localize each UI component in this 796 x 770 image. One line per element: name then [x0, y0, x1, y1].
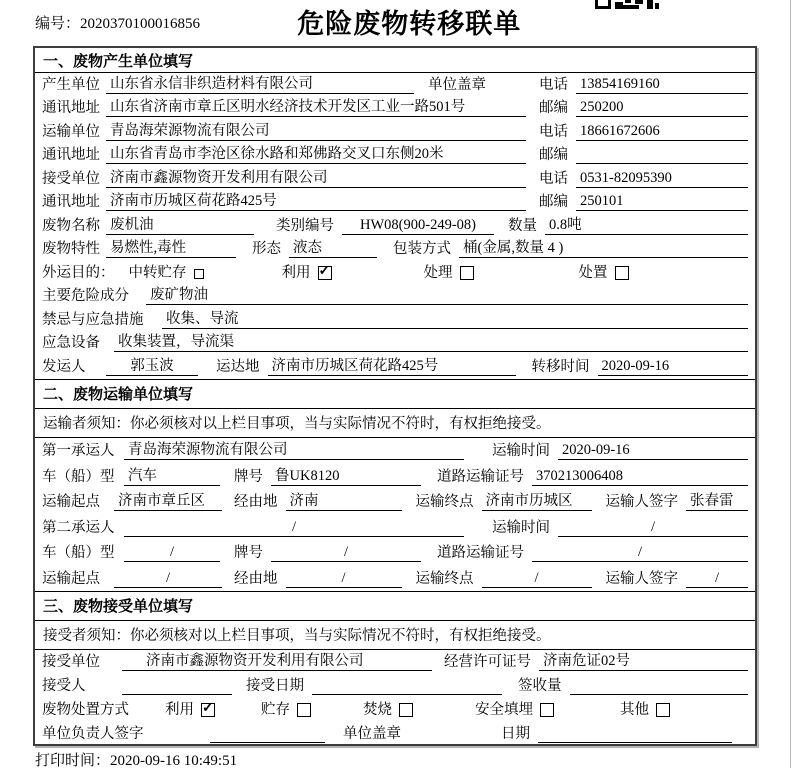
checkbox: [615, 266, 629, 280]
quantity-label: 数量: [508, 217, 537, 234]
qr-code-fragment: [595, 0, 663, 10]
category-label: 类别编号: [276, 217, 334, 234]
doc-number-value: 2020370100016856: [80, 16, 201, 32]
carrier2-route-row: [35, 565, 755, 591]
section2-title: 二、废物运输单位填写: [35, 379, 755, 409]
checkbox: [297, 703, 311, 717]
via-label: 经由地: [234, 494, 278, 510]
disposal-option-label: 焚烧: [363, 701, 392, 718]
section2-notice: 运输者须知：你必须核对以上栏目事项，当与实际情况不符时，有权拒绝接受。: [35, 409, 755, 438]
shipper-label: 发运人: [42, 358, 86, 375]
doc-number: [35, 12, 200, 33]
transfer-time-value: 2020-09-16: [598, 357, 749, 376]
zip-label: 邮编: [539, 100, 568, 116]
transporter-address-row: [35, 144, 755, 168]
producer-zip-value: 250200: [576, 98, 748, 117]
receiver-address-value: 济南市历城区荷花路425号: [106, 192, 526, 211]
received-qty-value: [570, 677, 749, 695]
disposal-option-label: 贮存: [261, 701, 290, 718]
carrier2-vehicle-row: [35, 540, 755, 566]
checkbox: [656, 703, 670, 717]
receiver-phone-value: 0531-82095390: [576, 169, 748, 188]
transporter-sign-label: 运输人签字: [605, 570, 678, 587]
plate-label: 牌号: [234, 545, 263, 561]
carrier1-vehicle-value: 汽车: [124, 467, 220, 486]
address-label: 通讯地址: [42, 100, 100, 116]
emergency-measures-value: 收集、导流: [162, 310, 748, 329]
receiver-address-row: [35, 191, 755, 215]
transport-time-label: 运输时间: [492, 443, 550, 459]
waste-property-value: 易燃性,毒性: [106, 239, 236, 258]
carrier1-plate-value: 鲁UK8120: [271, 467, 421, 486]
address-label: 通讯地址: [42, 194, 100, 210]
section1-body: [35, 73, 755, 379]
carrier1-time-value: 2020-09-16: [558, 441, 748, 460]
purpose-option-label: 中转贮存: [128, 264, 187, 281]
end-label: 运输终点: [415, 570, 474, 587]
road-permit-label: 道路运输证号: [437, 545, 524, 561]
producer-phone-value: 13854169160: [576, 75, 748, 94]
accept-unit-row: [35, 650, 755, 674]
checkbox: [194, 269, 204, 279]
print-time-label: 打印时间：: [35, 753, 111, 769]
print-time: [35, 749, 237, 770]
transporter-unit-row: [35, 120, 755, 144]
checkbox: [460, 266, 474, 280]
hazard-component-value: 废矿物油: [146, 286, 748, 305]
transport-purpose-label: 外运目的：: [42, 264, 115, 281]
manifest-form: [33, 46, 757, 746]
destination-value: 济南市历城区荷花路425号: [268, 357, 516, 376]
carrier2-via-value: /: [286, 569, 402, 588]
vehicle-type-label: 车（船）型: [42, 468, 115, 485]
origin-label: 运输起点: [42, 494, 100, 510]
shipper-row: [35, 355, 755, 379]
via-label: 经由地: [234, 570, 278, 587]
receiver-zip-value: 250101: [576, 192, 748, 211]
phone-label: 电话: [539, 170, 568, 187]
producer-address-row: [35, 97, 755, 121]
plate-label: 牌号: [234, 468, 263, 485]
carrier1-end-value: 济南市历城区: [482, 492, 592, 511]
receiver-unit-row: [35, 167, 755, 191]
carrier1-route-row: [35, 489, 755, 515]
carrier2-sign-value: /: [686, 569, 748, 588]
receiver-unit-label: 接受单位: [42, 170, 100, 187]
transport-time-label: 运输时间: [492, 519, 550, 536]
phone-label: 电话: [539, 123, 568, 140]
emergency-measures-label: 禁忌与应急措施: [42, 311, 144, 328]
transporter-sign-label: 运输人签字: [605, 494, 678, 510]
producer-unit-label: 产生单位: [42, 76, 100, 93]
emergency-equipment-label: 应急设备: [42, 335, 100, 351]
receiver-unit-value: 济南市鑫源物资开发利用有限公司: [106, 169, 526, 188]
destination-label: 运达地: [216, 358, 260, 375]
carrier2-time-value: /: [558, 518, 748, 537]
carrier2-value: /: [124, 518, 464, 537]
transporter-unit-value: 青岛海荣源物流有限公司: [106, 122, 526, 141]
receive-date-label: 接受日期: [246, 677, 304, 694]
vehicle-type-label: 车（船）型: [42, 545, 115, 561]
producer-address-value: 山东省济南市章丘区明水经济技术开发区工业一路501号: [106, 98, 526, 117]
checkbox: [540, 703, 554, 717]
received-qty-label: 签收量: [518, 677, 562, 694]
carrier2-label: 第二承运人: [42, 519, 115, 536]
phone-label: 电话: [539, 76, 568, 93]
waste-property-label: 废物特性: [42, 241, 100, 257]
carrier2-permit-value: /: [532, 543, 748, 562]
recipient-label: 接受人: [42, 677, 86, 694]
license-value: 济南危证02号: [539, 652, 748, 671]
transporter-unit-label: 运输单位: [42, 123, 100, 140]
packaging-label: 包装方式: [393, 241, 451, 257]
zip-label: 邮编: [539, 194, 568, 210]
transfer-time-label: 转移时间: [531, 358, 590, 375]
head-sign-row: [35, 722, 755, 746]
print-time-value: 2020-09-16 10:49:51: [110, 753, 238, 769]
page-title: 危险废物转移联单: [297, 9, 522, 39]
category-value: HW08(900-249-08): [342, 216, 494, 235]
carrier1-label: 第一承运人: [42, 443, 115, 459]
transporter-phone-value: 18661672606: [576, 122, 748, 141]
transporter-zip-value: [576, 146, 748, 164]
carrier1-row: [35, 438, 755, 464]
origin-label: 运输起点: [42, 570, 100, 587]
checkbox: [318, 266, 332, 280]
section3-title: 三、废物接受单位填写: [35, 591, 755, 621]
waste-name-label: 废物名称: [42, 217, 100, 234]
checkbox: [201, 703, 215, 717]
end-label: 运输终点: [415, 494, 474, 510]
disposal-method-row: [35, 698, 755, 722]
carrier2-origin-value: /: [114, 569, 222, 588]
quantity-value: 0.8吨: [545, 216, 748, 235]
packaging-value: 桶(金属,数量 4 ): [459, 239, 748, 258]
license-label: 经营许可证号: [444, 653, 531, 670]
producer-unit-value: 山东省永信非织造材料有限公司: [106, 75, 414, 94]
section3-body: [35, 650, 755, 746]
carrier1-permit-value: 370213006408: [532, 467, 748, 486]
unit-seal-label: 单位盖章: [343, 725, 401, 742]
carrier1-value: 青岛海荣源物流有限公司: [124, 441, 464, 460]
recipient-value: [122, 677, 232, 695]
hazard-component-row: [35, 285, 755, 309]
disposal-method-label: 废物处置方式: [42, 701, 129, 718]
zip-label: 邮编: [539, 147, 568, 163]
accept-unit-value: 济南市鑫源物资开发利用有限公司: [122, 652, 432, 671]
page-edge-line: [790, 0, 791, 768]
receive-date-value: [312, 677, 502, 695]
recipient-row: [35, 674, 755, 698]
head-sign-value: [210, 725, 325, 743]
disposal-option-label: 其他: [620, 701, 649, 718]
section2-body: [35, 438, 755, 591]
purpose-option-label: 利用: [281, 264, 311, 281]
unit-seal-label: 单位盖章: [428, 76, 486, 93]
transport-purpose-row: [35, 261, 755, 285]
transporter-address-value: 山东省青岛市李沧区徐水路和郑佛路交叉口东侧20米: [106, 145, 526, 164]
disposal-option-label: 利用: [165, 701, 194, 718]
producer-unit-row: [35, 73, 755, 97]
carrier1-vehicle-row: [35, 463, 755, 489]
carrier2-vehicle-value: /: [124, 543, 220, 562]
doc-number-label: 编号：: [35, 16, 81, 32]
hazard-component-label: 主要危险成分: [42, 288, 129, 304]
section1-title: 一、废物产生单位填写: [35, 48, 755, 73]
emergency-measures-row: [35, 308, 755, 332]
carrier1-origin-value: 济南市章丘区: [114, 492, 222, 511]
waste-name-value: 废机油: [106, 216, 254, 235]
head-sign-label: 单位负责人签字: [42, 725, 144, 742]
carrier2-end-value: /: [482, 569, 592, 588]
carrier1-sign-value: 张春雷: [686, 492, 748, 511]
emergency-equipment-value: 收集装置，导流渠: [114, 333, 748, 352]
emergency-equipment-row: [35, 332, 755, 356]
form-value: 液态: [289, 239, 377, 258]
form-label: 形态: [252, 241, 281, 257]
carrier2-plate-value: /: [271, 543, 421, 562]
accept-unit-label: 接受单位: [42, 653, 100, 670]
shipper-value: 郭玉波: [106, 357, 198, 376]
purpose-option-label: 处理: [423, 264, 453, 281]
road-permit-label: 道路运输证号: [437, 468, 524, 485]
disposal-option-label: 安全填埋: [475, 701, 533, 718]
carrier2-row: [35, 514, 755, 540]
checkbox: [399, 703, 413, 717]
date-label: 日期: [501, 725, 530, 742]
purpose-option-label: 处置: [578, 264, 608, 281]
carrier1-via-value: 济南: [286, 492, 402, 511]
waste-property-row: [35, 238, 755, 262]
waste-name-row: [35, 214, 755, 238]
section3-notice: 接受者须知：你必须核对以上栏目事项，当与实际情况不符时，有权拒绝接受。: [35, 621, 755, 650]
date-value: [538, 725, 732, 743]
address-label: 通讯地址: [42, 147, 100, 163]
